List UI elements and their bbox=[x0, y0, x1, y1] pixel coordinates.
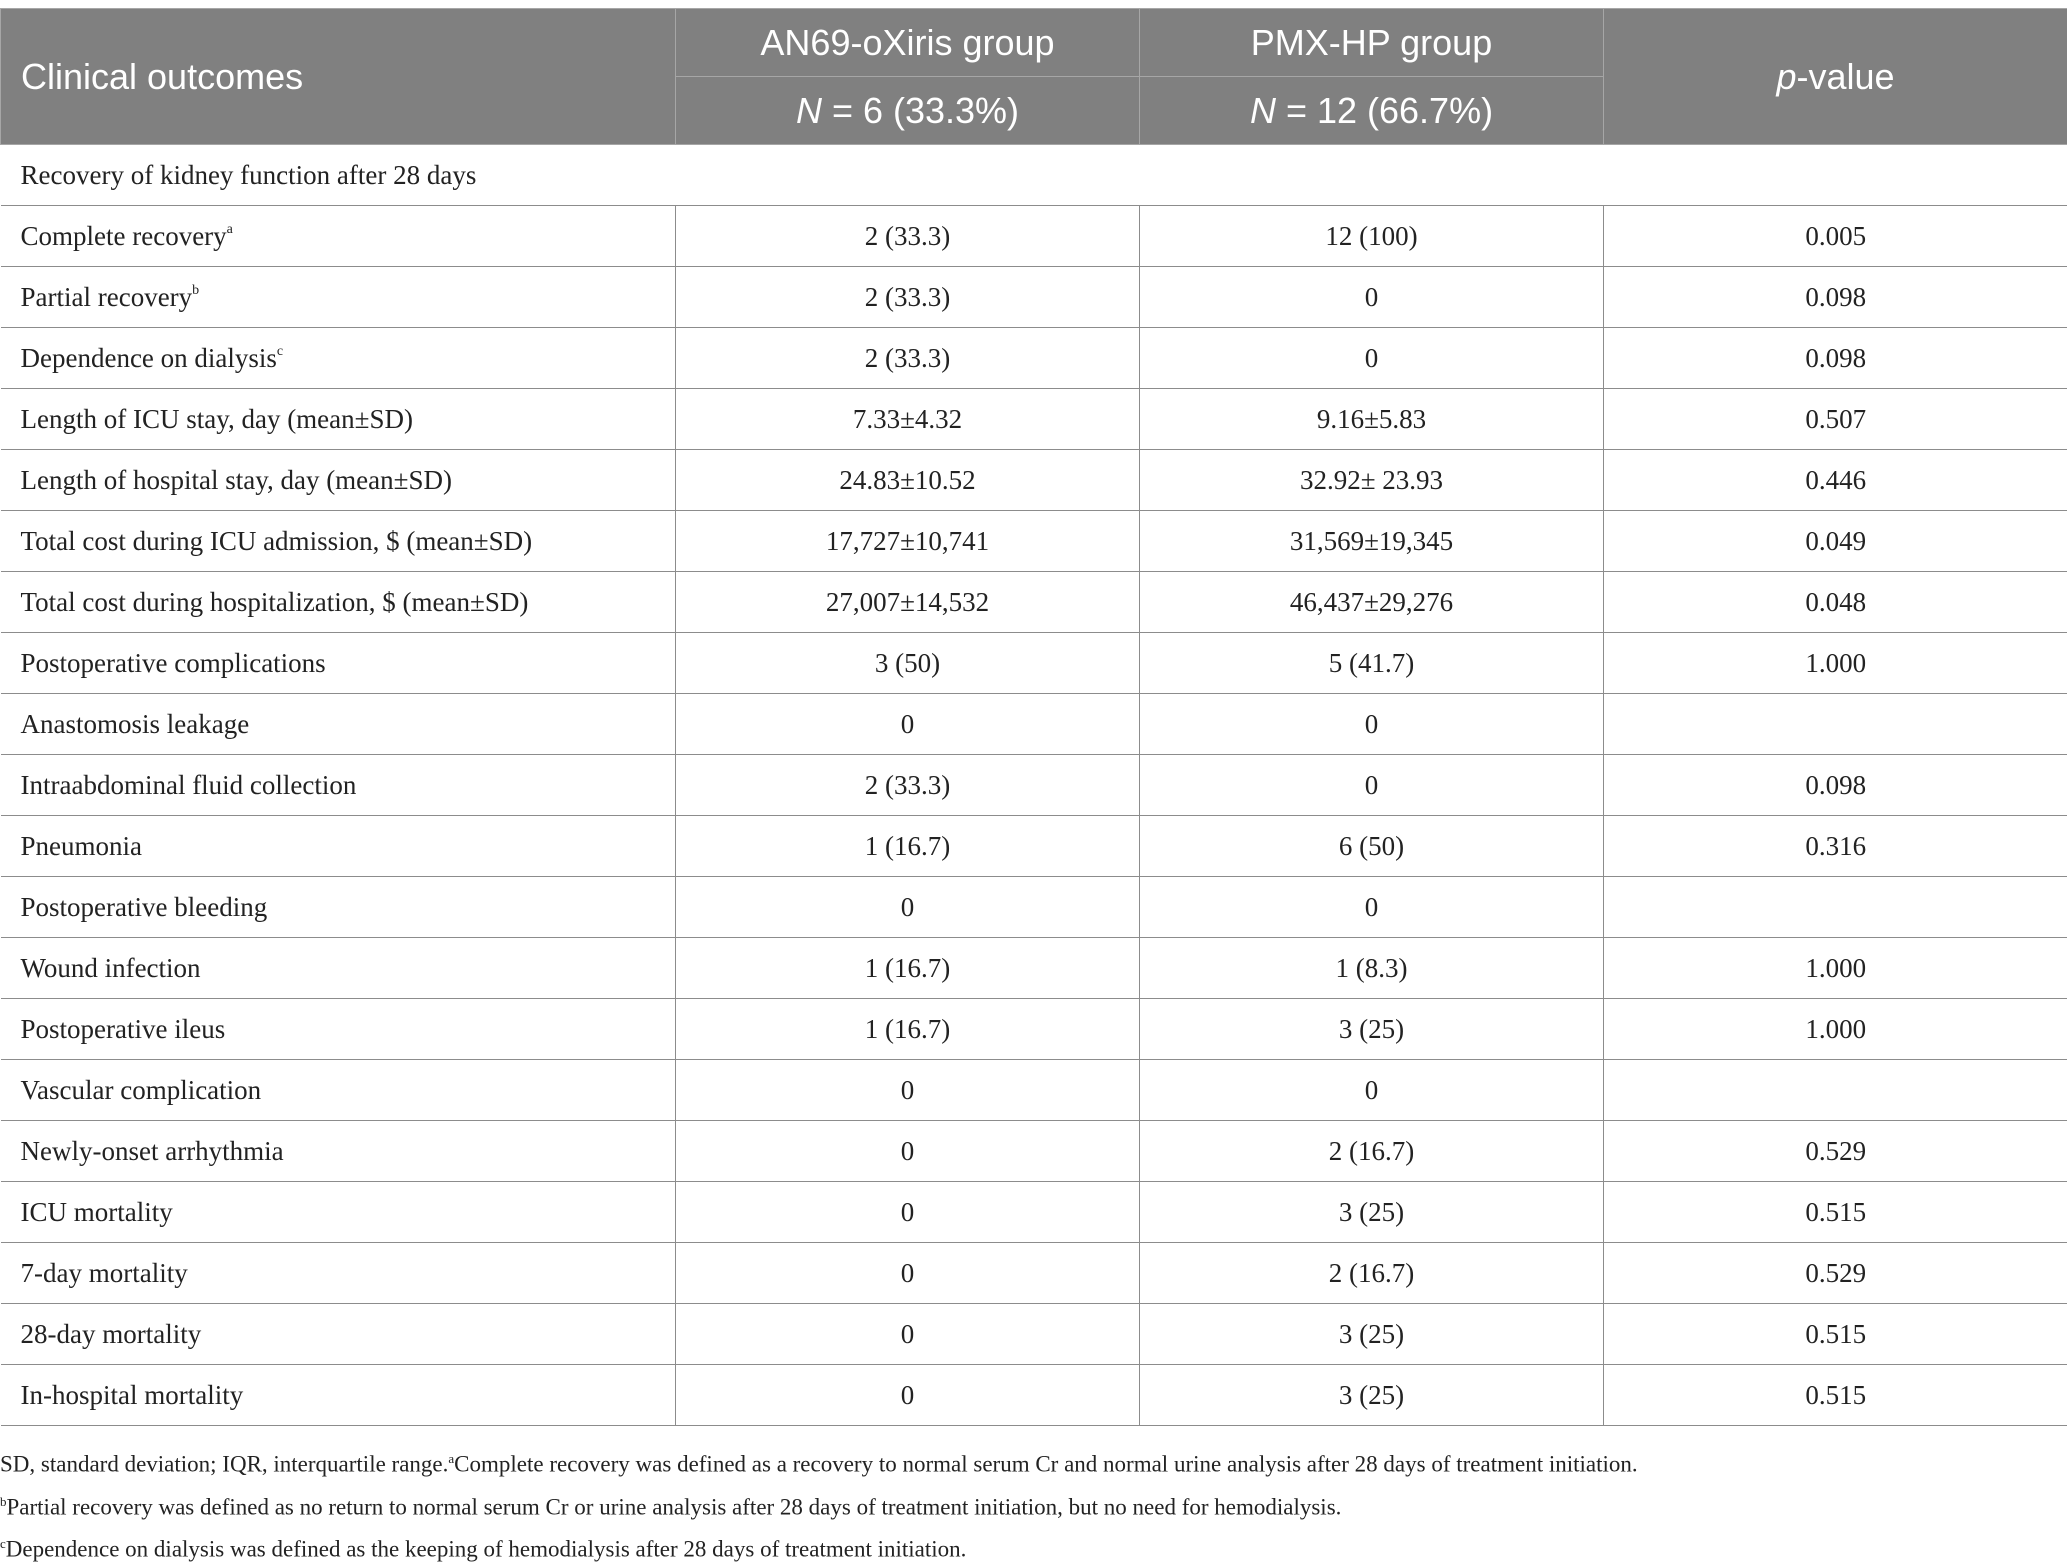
row-label-cell bbox=[1, 816, 676, 877]
table-row bbox=[1, 999, 2067, 1060]
pmx-value-cell: 12 (100) bbox=[1140, 206, 1604, 267]
table-row bbox=[1, 450, 2067, 511]
p-value-cell: 0.098 bbox=[1604, 267, 2067, 328]
row-label: Total cost during ICU admission, $ (mean±SD) bbox=[21, 526, 533, 556]
row-label-cell bbox=[1, 694, 676, 755]
table-row bbox=[1, 389, 2067, 450]
header-pmx-group: PMX-HP group bbox=[1140, 9, 1604, 77]
header-an69-n-italic: N bbox=[796, 90, 822, 131]
footnote-b-text: Partial recovery was defined as no return to normal serum Cr or urine analysis after 28 days of treatment initiation, but no need for hemodialysis. bbox=[7, 1494, 1342, 1519]
an69-value-cell: 27,007±14,532 bbox=[676, 572, 1140, 633]
row-label: Postoperative bleeding bbox=[21, 892, 268, 922]
p-value-cell: 1.000 bbox=[1604, 633, 2067, 694]
row-label: Postoperative ileus bbox=[21, 1014, 226, 1044]
pmx-value-cell: 3 (25) bbox=[1140, 1182, 1604, 1243]
row-label-cell bbox=[1, 1243, 676, 1304]
an69-value-cell: 1 (16.7) bbox=[676, 938, 1140, 999]
header-row-1 bbox=[1, 9, 2067, 77]
header-clinical-outcomes: Clinical outcomes bbox=[1, 9, 676, 145]
an69-value-cell: 17,727±10,741 bbox=[676, 511, 1140, 572]
row-label: Wound infection bbox=[21, 953, 201, 983]
table-header bbox=[1, 9, 2067, 145]
an69-value-cell: 0 bbox=[676, 1060, 1140, 1121]
table-row bbox=[1, 328, 2067, 389]
row-label-cell bbox=[1, 511, 676, 572]
pmx-value-cell: 1 (8.3) bbox=[1140, 938, 1604, 999]
row-label-cell bbox=[1, 267, 676, 328]
table-row bbox=[1, 511, 2067, 572]
row-label: Vascular complication bbox=[21, 1075, 262, 1105]
p-value-cell: 0.515 bbox=[1604, 1365, 2067, 1426]
header-an69-n bbox=[676, 77, 1140, 145]
footnote-a-marker: a bbox=[448, 1451, 454, 1466]
header-an69-group: AN69-oXiris group bbox=[676, 9, 1140, 77]
footnote-line-2 bbox=[0, 1483, 2067, 1526]
table-row bbox=[1, 1365, 2067, 1426]
footnote-b-marker: b bbox=[0, 1494, 7, 1509]
p-value-cell: 0.316 bbox=[1604, 816, 2067, 877]
row-label: Intraabdominal fluid collection bbox=[21, 770, 357, 800]
p-value-cell: 0.446 bbox=[1604, 450, 2067, 511]
pmx-value-cell: 32.92± 23.93 bbox=[1140, 450, 1604, 511]
pmx-value-cell: 0 bbox=[1140, 877, 1604, 938]
pmx-value-cell: 2 (16.7) bbox=[1140, 1243, 1604, 1304]
row-label-cell bbox=[1, 389, 676, 450]
row-label-footnote-marker: a bbox=[227, 222, 233, 237]
table-row bbox=[1, 633, 2067, 694]
an69-value-cell: 0 bbox=[676, 1243, 1140, 1304]
table-body bbox=[1, 145, 2067, 1426]
p-value-cell: 1.000 bbox=[1604, 938, 2067, 999]
header-p-italic: p bbox=[1776, 56, 1796, 97]
an69-value-cell: 0 bbox=[676, 1304, 1140, 1365]
pmx-value-cell: 5 (41.7) bbox=[1140, 633, 1604, 694]
row-label-footnote-marker: c bbox=[277, 344, 283, 359]
row-label-cell bbox=[1, 1121, 676, 1182]
an69-value-cell: 1 (16.7) bbox=[676, 816, 1140, 877]
an69-value-cell: 0 bbox=[676, 694, 1140, 755]
table-row bbox=[1, 1121, 2067, 1182]
row-label: In-hospital mortality bbox=[21, 1380, 244, 1410]
an69-value-cell: 0 bbox=[676, 1121, 1140, 1182]
p-value-cell: 0.529 bbox=[1604, 1243, 2067, 1304]
row-label-cell bbox=[1, 1304, 676, 1365]
an69-value-cell: 2 (33.3) bbox=[676, 755, 1140, 816]
row-label: Partial recovery bbox=[21, 282, 193, 312]
row-label-cell bbox=[1, 755, 676, 816]
row-label-cell bbox=[1, 877, 676, 938]
row-label-cell bbox=[1, 1365, 676, 1426]
an69-value-cell: 0 bbox=[676, 1182, 1140, 1243]
section-title: Recovery of kidney function after 28 days bbox=[1, 145, 2067, 206]
table-row bbox=[1, 267, 2067, 328]
pmx-value-cell: 0 bbox=[1140, 1060, 1604, 1121]
row-label-cell bbox=[1, 206, 676, 267]
header-p-rest: -value bbox=[1796, 56, 1894, 97]
table-row bbox=[1, 206, 2067, 267]
row-label-cell bbox=[1, 572, 676, 633]
row-label-cell bbox=[1, 328, 676, 389]
footnote-line-1 bbox=[0, 1440, 2067, 1483]
p-value-cell: 0.098 bbox=[1604, 328, 2067, 389]
header-p-value bbox=[1604, 9, 2067, 145]
header-pmx-n bbox=[1140, 77, 1604, 145]
footnote-a-text: Complete recovery was defined as a recovery to normal serum Cr and normal urine analysis after 28 days of treatment initiation. bbox=[454, 1452, 1637, 1477]
an69-value-cell: 2 (33.3) bbox=[676, 206, 1140, 267]
table-row bbox=[1, 938, 2067, 999]
pmx-value-cell: 46,437±29,276 bbox=[1140, 572, 1604, 633]
header-pmx-n-italic: N bbox=[1250, 90, 1276, 131]
footnote-c-text: Dependence on dialysis was defined as the keeping of hemodialysis after 28 days of treatment initiation. bbox=[6, 1537, 967, 1562]
footnote-c-marker: c bbox=[0, 1536, 6, 1551]
row-label-cell bbox=[1, 1060, 676, 1121]
pmx-value-cell: 0 bbox=[1140, 267, 1604, 328]
row-label: Pneumonia bbox=[21, 831, 143, 861]
row-label: ICU mortality bbox=[21, 1197, 173, 1227]
p-value-cell: 0.529 bbox=[1604, 1121, 2067, 1182]
table-row bbox=[1, 816, 2067, 877]
footnote-abbrev: SD, standard deviation; IQR, interquartile range. bbox=[0, 1452, 448, 1477]
pmx-value-cell: 0 bbox=[1140, 755, 1604, 816]
table-row bbox=[1, 1060, 2067, 1121]
row-label: 28-day mortality bbox=[21, 1319, 202, 1349]
an69-value-cell: 1 (16.7) bbox=[676, 999, 1140, 1060]
pmx-value-cell: 3 (25) bbox=[1140, 1365, 1604, 1426]
row-label: Anastomosis leakage bbox=[21, 709, 250, 739]
row-label-cell bbox=[1, 1182, 676, 1243]
header-pmx-n-rest: = 12 (66.7%) bbox=[1276, 90, 1493, 131]
table-row bbox=[1, 1304, 2067, 1365]
row-label: Length of ICU stay, day (mean±SD) bbox=[21, 404, 413, 434]
p-value-cell: 0.507 bbox=[1604, 389, 2067, 450]
pmx-value-cell: 3 (25) bbox=[1140, 1304, 1604, 1365]
p-value-cell bbox=[1604, 694, 2067, 755]
pmx-value-cell: 31,569±19,345 bbox=[1140, 511, 1604, 572]
an69-value-cell: 7.33±4.32 bbox=[676, 389, 1140, 450]
an69-value-cell: 0 bbox=[676, 1365, 1140, 1426]
pmx-value-cell: 2 (16.7) bbox=[1140, 1121, 1604, 1182]
p-value-cell: 1.000 bbox=[1604, 999, 2067, 1060]
an69-value-cell: 2 (33.3) bbox=[676, 328, 1140, 389]
p-value-cell: 0.515 bbox=[1604, 1182, 2067, 1243]
row-label: Dependence on dialysis bbox=[21, 343, 277, 373]
table-row bbox=[1, 877, 2067, 938]
p-value-cell: 0.098 bbox=[1604, 755, 2067, 816]
table-row bbox=[1, 694, 2067, 755]
row-label: Complete recovery bbox=[21, 221, 227, 251]
row-label: Total cost during hospitalization, $ (mean±SD) bbox=[21, 587, 529, 617]
an69-value-cell: 3 (50) bbox=[676, 633, 1140, 694]
row-label: Length of hospital stay, day (mean±SD) bbox=[21, 465, 452, 495]
table-footnotes bbox=[0, 1440, 2067, 1568]
p-value-cell bbox=[1604, 877, 2067, 938]
an69-value-cell: 24.83±10.52 bbox=[676, 450, 1140, 511]
pmx-value-cell: 6 (50) bbox=[1140, 816, 1604, 877]
row-label-cell bbox=[1, 450, 676, 511]
pmx-value-cell: 0 bbox=[1140, 694, 1604, 755]
row-label-cell bbox=[1, 999, 676, 1060]
pmx-value-cell: 0 bbox=[1140, 328, 1604, 389]
clinical-outcomes-table bbox=[0, 8, 2067, 1426]
p-value-cell bbox=[1604, 1060, 2067, 1121]
row-label-cell bbox=[1, 938, 676, 999]
row-label: Newly-onset arrhythmia bbox=[21, 1136, 284, 1166]
pmx-value-cell: 3 (25) bbox=[1140, 999, 1604, 1060]
p-value-cell: 0.049 bbox=[1604, 511, 2067, 572]
an69-value-cell: 2 (33.3) bbox=[676, 267, 1140, 328]
table-row bbox=[1, 572, 2067, 633]
header-an69-n-rest: = 6 (33.3%) bbox=[822, 90, 1019, 131]
table-row bbox=[1, 1182, 2067, 1243]
clinical-outcomes-table-container bbox=[0, 8, 2067, 1426]
footnote-line-3 bbox=[0, 1525, 2067, 1568]
section-row bbox=[1, 145, 2067, 206]
table-row bbox=[1, 755, 2067, 816]
row-label-cell bbox=[1, 633, 676, 694]
row-label: Postoperative complications bbox=[21, 648, 326, 678]
table-row bbox=[1, 1243, 2067, 1304]
row-label: 7-day mortality bbox=[21, 1258, 188, 1288]
row-label-footnote-marker: b bbox=[192, 283, 199, 298]
an69-value-cell: 0 bbox=[676, 877, 1140, 938]
p-value-cell: 0.048 bbox=[1604, 572, 2067, 633]
pmx-value-cell: 9.16±5.83 bbox=[1140, 389, 1604, 450]
p-value-cell: 0.005 bbox=[1604, 206, 2067, 267]
p-value-cell: 0.515 bbox=[1604, 1304, 2067, 1365]
